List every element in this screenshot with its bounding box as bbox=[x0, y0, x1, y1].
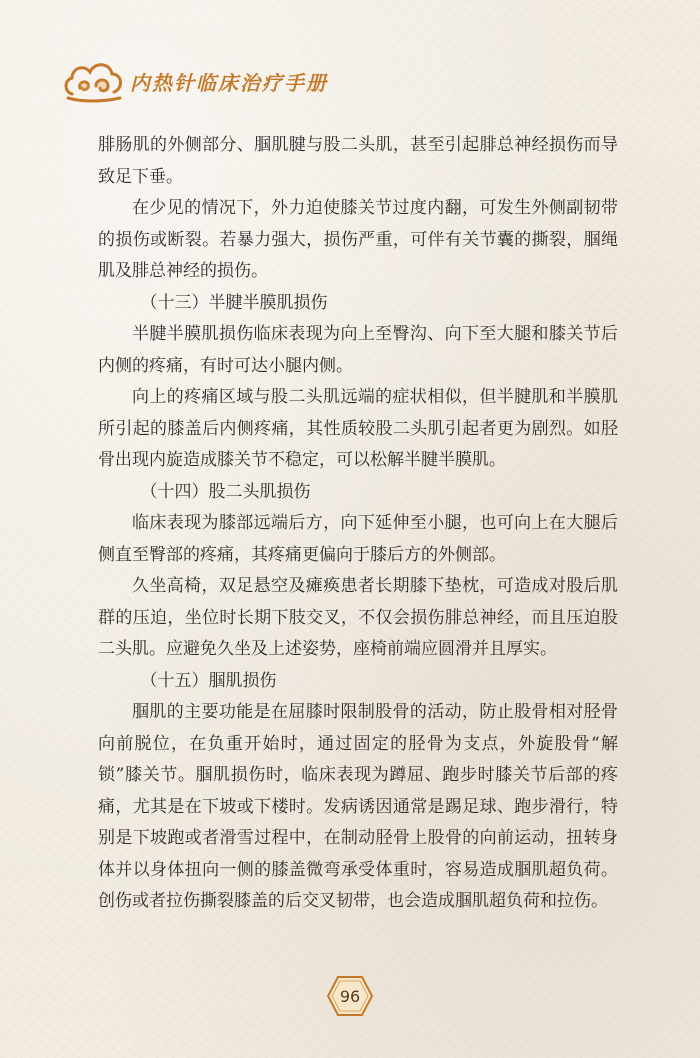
paragraph: 腓肠肌的外侧部分、腘肌腱与股二头肌，甚至引起腓总神经损伤而导致足下垂。 bbox=[98, 135, 618, 187]
section-heading: （十五）腘肌损伤 bbox=[140, 670, 277, 691]
paragraph: 久坐高椅，双足悬空及瘫痪患者长期膝下垫枕，可造成对股后肌群的压迫，坐位时长期下肢交叉，不仅会损伤腓总神经，而且压迫股二头肌。应避免久坐及上述姿势，座椅前端应圆滑并且厚实。 bbox=[98, 576, 618, 659]
paragraph: 向上的疼痛区域与股二头肌远端的症状相似，但半腱肌和半膜肌所引起的膝盖后内侧疼痛，其性质较股二头肌引起者更为剧烈。如胫骨出现内旋造成膝关节不稳定，可以松解半腱半膜肌。 bbox=[98, 387, 618, 470]
paragraph: 临床表现为膝部远端后方，向下延伸至小腿，也可向上在大腿后侧直至臀部的疼痛，其疼痛更偏向于膝后方的外侧部。 bbox=[98, 513, 618, 565]
section-heading: （十四）股二头肌损伤 bbox=[140, 481, 311, 502]
section-heading: （十三）半腱半膜肌损伤 bbox=[140, 292, 328, 313]
page-body bbox=[98, 130, 618, 918]
book-title: 内热针临床治疗手册 bbox=[130, 70, 328, 95]
page-number: 96 bbox=[339, 986, 361, 1006]
paragraph: 在少见的情况下，外力迫使膝关节过度内翻，可发生外侧副韧带的损伤或断裂。若暴力强大，损伤严重，可伴有关节囊的撕裂，腘绳肌及腓总神经的损伤。 bbox=[98, 198, 618, 281]
page-number-badge bbox=[326, 975, 374, 1017]
paragraph: 腘肌的主要功能是在屈膝时限制股骨的活动，防止股骨相对胫骨向前脱位，在负重开始时，通过固定的胫骨为支点，外旋股骨“解锁”膝关节。腘肌损伤时，临床表现为蹲屈、跑步时膝关节后部的疼痛，尤其是在下坡或下楼时。发病诱因通常是踢足球、跑步滑行，特别是下坡跑或者滑雪过程中，在制动胫骨上股骨的向前运动，扭转身体并以身体扭向一侧的膝盖微弯承受体重时，容易造成腘肌超负荷。创伤或者拉伤撕裂膝盖的后交叉韧带，也会造成腘肌超负荷和拉伤。 bbox=[98, 702, 618, 911]
page-header bbox=[62, 56, 328, 106]
paragraph: 半腱半膜肌损伤临床表现为向上至臀沟、向下至大腿和膝关节后内侧的疼痛，有时可达小腿内侧。 bbox=[98, 324, 618, 376]
cloud-ornament-icon bbox=[62, 58, 126, 104]
